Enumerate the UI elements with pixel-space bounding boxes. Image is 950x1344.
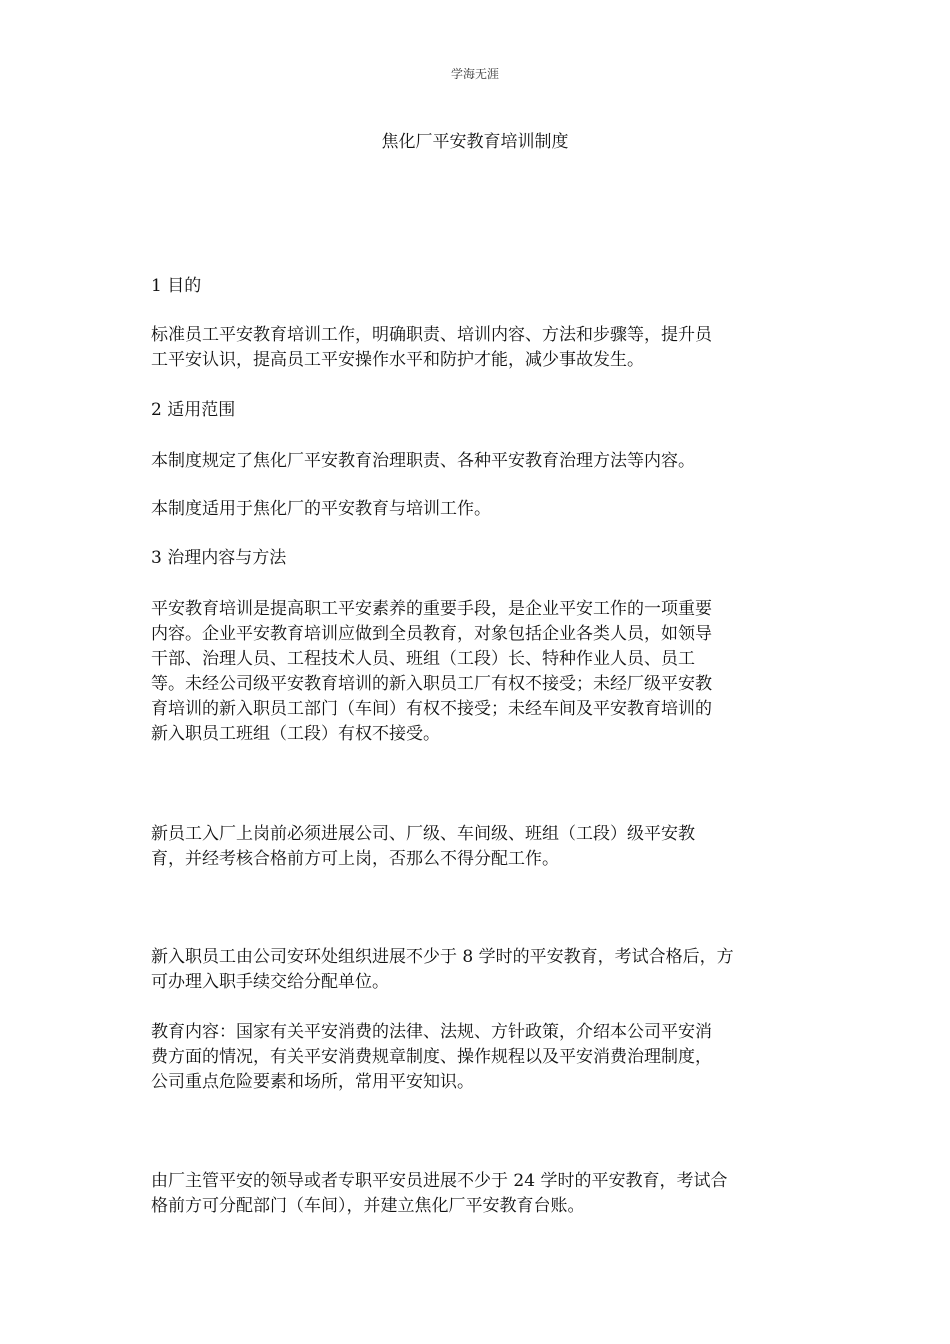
paragraph-line: 费方面的情况，有关平安消费规章制度、操作规程以及平安消费治理制度，	[151, 1047, 712, 1067]
section-3-paragraph-3	[151, 945, 811, 995]
paragraph-line: 新入职员工班组（工段）有权不接受。	[151, 724, 440, 744]
section-3-heading: 3 治理内容与方法	[151, 548, 287, 568]
paragraph-line: 新员工入厂上岗前必须进展公司、厂级、车间级、班组（工段）级平安教	[151, 824, 695, 844]
page-header: 学海无涯	[450, 67, 499, 81]
paragraph-line: 育，并经考核合格前方可上岗，否那么不得分配工作。	[151, 849, 559, 869]
paragraph-line: 平安教育培训是提高职工平安素养的重要手段，是企业平安工作的一项重要	[151, 599, 712, 619]
paragraph-line: 教育内容：国家有关平安消费的法律、法规、方针政策，介绍本公司平安消	[151, 1022, 712, 1042]
paragraph-line: 等。未经公司级平安教育培训的新入职员工厂有权不接受；未经厂级平安教	[151, 674, 712, 694]
section-1-heading: 1 目的	[151, 276, 202, 296]
section-3-paragraph-5	[151, 1169, 811, 1219]
section-2-heading: 2 适用范围	[151, 400, 236, 420]
section-1-paragraph	[151, 323, 811, 373]
section-3-paragraph-4	[151, 1020, 811, 1095]
paragraph-line: 格前方可分配部门（车间），并建立焦化厂平安教育台账。	[151, 1196, 585, 1216]
paragraph-line: 标准员工平安教育培训工作，明确职责、培训内容、方法和步骤等，提升员	[151, 325, 712, 345]
paragraph-line: 可办理入职手续交给分配单位。	[151, 972, 389, 992]
paragraph-line: 公司重点危险要素和场所，常用平安知识。	[151, 1072, 474, 1092]
paragraph-line: 育培训的新入职员工部门（车间）有权不接受；未经车间及平安教育培训的	[151, 699, 712, 719]
section-3-paragraph-1	[151, 597, 811, 747]
paragraph-line: 干部、治理人员、工程技术人员、班组（工段）长、特种作业人员、员工	[151, 649, 695, 669]
paragraph-line: 新入职员工由公司安环处组织进展不少于 8 学时的平安教育，考试合格后，方	[151, 947, 734, 967]
paragraph-line: 工平安认识，提高员工平安操作水平和防护才能，减少事故发生。	[151, 350, 644, 370]
section-3-paragraph-2	[151, 822, 811, 872]
paragraph-line: 内容。企业平安教育培训应做到全员教育，对象包括企业各类人员，如领导	[151, 624, 712, 644]
section-2-paragraph-2: 本制度适用于焦化厂的平安教育与培训工作。	[151, 499, 491, 519]
section-2-paragraph-1: 本制度规定了焦化厂平安教育治理职责、各种平安教育治理方法等内容。	[151, 451, 695, 471]
document-title: 焦化厂平安教育培训制度	[381, 132, 569, 152]
paragraph-line: 由厂主管平安的领导或者专职平安员进展不少于 24 学时的平安教育，考试合	[151, 1171, 728, 1191]
